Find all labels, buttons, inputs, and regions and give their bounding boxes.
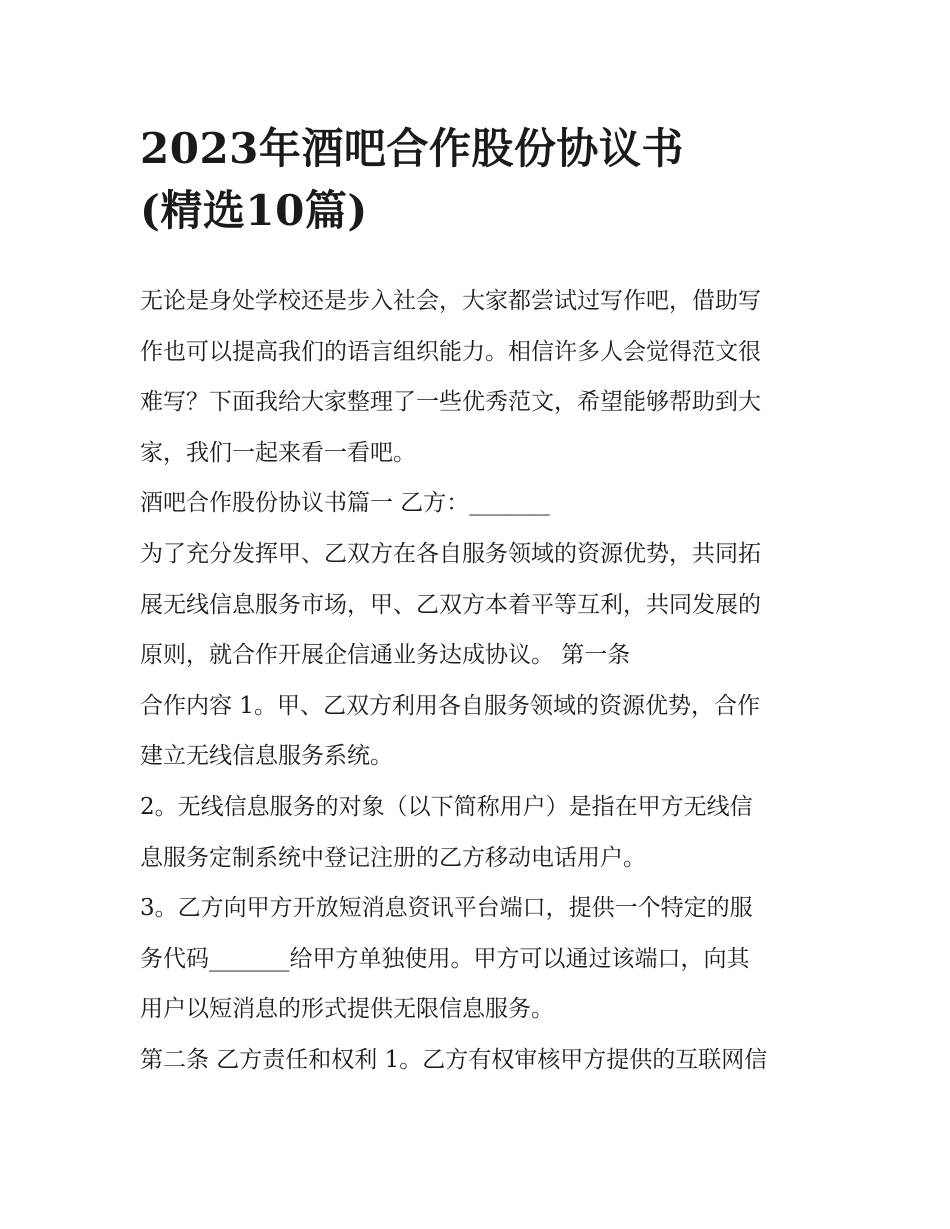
paragraph-article-2 [140,1035,820,1086]
paragraph-clause-1 [140,681,820,782]
text-line: 作也可以提高我们的语言组织能力。相信许多人会觉得范文很 [140,338,761,365]
title-line-2: (精选10篇) [140,186,368,235]
document-body [140,276,820,1086]
paragraph-intro [140,276,820,478]
text-line: 家，我们一起来看一看吧。 [140,439,416,466]
title-line-1: 2023年酒吧合作股份协议书 [140,124,684,173]
paragraph-clause-2 [140,782,820,883]
document-title [140,118,820,242]
text-line: 用户以短消息的形式提供无限信息服务。 [140,996,554,1023]
text-line: 建立无线信息服务系统。 [140,743,393,770]
text-line: 无论是身处学校还是步入社会，大家都尝试过写作吧，借助写 [140,288,761,314]
text-line: 难写？下面我给大家整理了一些优秀范文，希望能够帮助到大 [140,389,761,416]
paragraph-clause-3 [140,883,820,1035]
text-line: 为了充分发挥甲、乙双方在各自服务领域的资源优势，共同拓 [140,540,761,567]
text-line: 息服务定制系统中登记注册的乙方移动电话用户。 [140,844,646,871]
text-line: 2。无线信息服务的对象（以下简称用户）是指在甲方无线信 [140,793,753,820]
paragraph-section-heading [140,478,820,529]
text-line: 原则，就合作开展企信通业务达成协议。 第一条 [140,642,631,669]
text-line: 务代码_______给甲方单独使用。甲方可以通过该端口，向其 [140,945,750,972]
document-page [140,118,820,1086]
text-line: 第二条 乙方责任和权利 1。乙方有权审核甲方提供的互联网信 [140,1046,768,1073]
text-line: 展无线信息服务市场，甲、乙双方本着平等互利，共同发展的 [140,591,761,618]
text-line: 合作内容 1。甲、乙双方利用各自服务领域的资源优势，合作 [140,692,760,719]
text-line: 3。乙方向甲方开放短消息资讯平台端口，提供一个特定的服 [140,895,753,922]
paragraph-preamble [140,529,820,681]
text-line: 酒吧合作股份协议书篇一 乙方：_______ [140,490,550,517]
